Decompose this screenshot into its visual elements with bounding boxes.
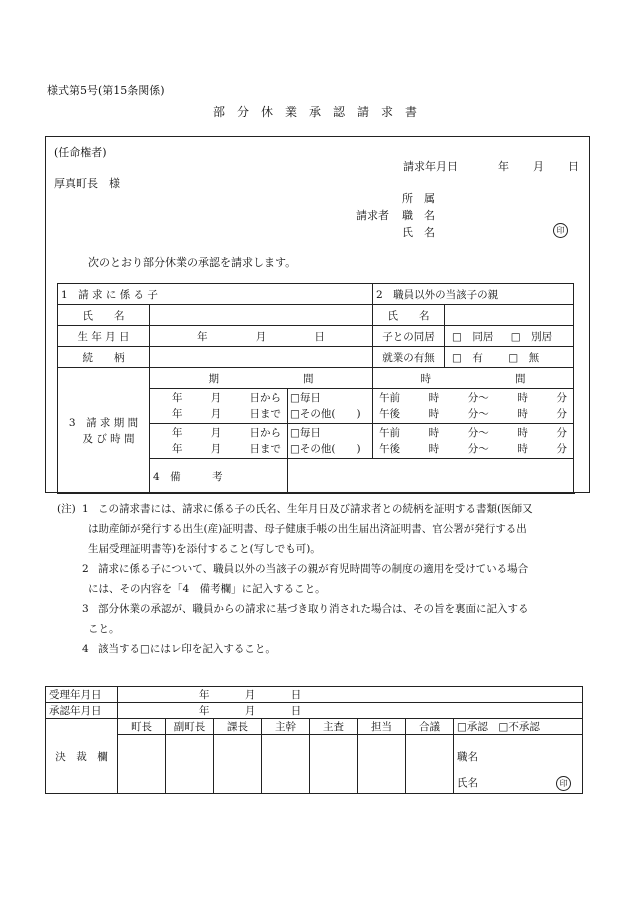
- cohab-options: [445, 326, 574, 347]
- time-header: 時 間: [373, 368, 574, 389]
- birth-label: 生 年 月 日: [58, 326, 150, 347]
- approved-date-label: 承認年月日: [46, 703, 118, 719]
- form-number: 様式第5号(第15条関係): [47, 84, 165, 97]
- note-4-line: 該当する□にはレ印を記入すること。: [98, 643, 276, 655]
- note-4-number: 4: [82, 643, 89, 655]
- request-date-label: 請求年月日: [403, 160, 458, 173]
- parent-name-label: 氏 名: [373, 305, 445, 326]
- authority-label: (任命権者): [54, 146, 107, 159]
- request-date-month: 月: [533, 160, 544, 173]
- notes-label: (注): [57, 503, 76, 515]
- stamp-fukuchocho[interactable]: [166, 735, 214, 794]
- page-title: 部 分 休 業 承 認 請 求 書: [212, 105, 417, 119]
- child-name-label: 氏 名: [58, 305, 150, 326]
- sec3-line1: 3 請 求 期 間: [68, 416, 139, 429]
- stamp-chocho[interactable]: [118, 735, 166, 794]
- birth-year: 年: [197, 330, 208, 343]
- cohab-no-checkbox[interactable]: □ 別居: [510, 330, 553, 343]
- cohab-label: 子との同居: [373, 326, 445, 347]
- other-checkbox-1[interactable]: □その他( ): [290, 408, 361, 420]
- request-date-year: 年: [498, 160, 509, 173]
- period-header: 期 間: [150, 368, 373, 389]
- job-label: 就業の有無: [373, 347, 445, 368]
- request-table: [57, 283, 574, 494]
- stamp-tanto[interactable]: [358, 735, 406, 794]
- daily-checkbox-1[interactable]: □毎日: [290, 392, 321, 404]
- other-checkbox-2[interactable]: □その他( ): [290, 443, 361, 455]
- col-shukan: 主幹: [262, 719, 310, 735]
- period-dates-1: 年 月 日から 年 月 日まで: [150, 389, 288, 424]
- addressee: 厚真町長 様: [54, 177, 120, 190]
- requester-name: 氏 名: [402, 226, 435, 239]
- approver-post: 職名: [457, 751, 478, 763]
- stamp-shukan[interactable]: [262, 735, 310, 794]
- birth-month: 月: [255, 330, 267, 343]
- child-name-value[interactable]: [150, 305, 373, 326]
- note-3-line-2: こと。: [88, 623, 120, 635]
- requester-post: 職 名: [402, 209, 435, 222]
- sec1-label: 1 請 求 に 係 る 子: [58, 284, 373, 305]
- approve-options[interactable]: □承認 □不承認: [454, 719, 583, 735]
- note-1-line-2: は助産師が発行する出生(産)証明書、母子健康手帳の出生届出済証明書、官公署が発行する出: [88, 523, 527, 535]
- approver-name: 氏名: [457, 777, 478, 789]
- time-range-2: 午前 時 分～ 時 分 午後 時 分～ 時 分: [373, 424, 574, 459]
- note-2-number: 2: [82, 563, 89, 575]
- received-date-label: 受理年月日: [46, 687, 118, 703]
- requester-prefix: 請求者: [356, 209, 389, 222]
- remarks-label: 4 備 考: [150, 459, 288, 494]
- remarks-value[interactable]: [288, 459, 574, 494]
- job-options: [445, 347, 574, 368]
- job-yes-checkbox[interactable]: □ 有: [452, 351, 483, 364]
- col-kacho: 課長: [214, 719, 262, 735]
- period-options-2: [288, 424, 373, 459]
- note-2-line-1: 請求に係る子について、職員以外の当該子の親が育児時間等の制度の適用を受けている場合: [98, 563, 529, 575]
- approved-date-value[interactable]: 年 月 日: [118, 703, 583, 719]
- birth-day: 日: [314, 330, 325, 343]
- kessai-label: 決 裁 欄: [46, 719, 118, 794]
- request-date-day: 日: [568, 160, 579, 173]
- received-date-value[interactable]: 年 月 日: [118, 687, 583, 703]
- sec3-label: [58, 368, 150, 494]
- relation-label: 続 柄: [58, 347, 150, 368]
- cohab-yes-checkbox[interactable]: □ 同居: [452, 330, 494, 343]
- birth-value[interactable]: [150, 326, 373, 347]
- stamp-shusa[interactable]: [310, 735, 358, 794]
- note-3-line-1: 部分休業の承認が、職員からの請求に基づき取り消された場合は、その旨を裏面に記入する: [98, 603, 529, 615]
- parent-name-value[interactable]: [445, 305, 574, 326]
- sec3-line2: 及 び 時 間: [82, 432, 135, 445]
- col-aigi: 合議: [406, 719, 454, 735]
- intro-text: 次のとおり部分休業の承認を請求します。: [88, 256, 297, 269]
- col-fukuchocho: 副町長: [166, 719, 214, 735]
- approver-cell: [454, 735, 583, 794]
- period-dates-2: 年 月 日から 年 月 日まで: [150, 424, 288, 459]
- requester-dept: 所 属: [402, 192, 435, 205]
- note-1-number: 1: [82, 503, 89, 515]
- col-chocho: 町長: [118, 719, 166, 735]
- note-2-line-2: には、その内容を「4 備考欄」に記入すること。: [88, 583, 326, 595]
- col-shusa: 主査: [310, 719, 358, 735]
- period-options-1: [288, 389, 373, 424]
- daily-checkbox-2[interactable]: □毎日: [290, 427, 321, 439]
- note-1-line-3: 生届受理証明書等)を添付すること(写しでも可)。: [88, 543, 321, 555]
- office-table: [45, 686, 583, 794]
- job-no-checkbox[interactable]: □ 無: [508, 351, 540, 364]
- col-tanto: 担当: [358, 719, 406, 735]
- requester-seal: [553, 223, 568, 238]
- stamp-aigi[interactable]: [406, 735, 454, 794]
- note-1-line-1: この請求書には、請求に係る子の氏名、生年月日及び請求者との続柄を証明する書類(医師又: [98, 503, 533, 515]
- seal-icon: 印: [556, 776, 571, 791]
- stamp-kacho[interactable]: [214, 735, 262, 794]
- time-range-1: 午前 時 分～ 時 分 午後 時 分～ 時 分: [373, 389, 574, 424]
- seal-icon: 印: [553, 223, 568, 238]
- sec2-label: 2 職員以外の当該子の親: [373, 284, 574, 305]
- note-3-number: 3: [82, 603, 89, 615]
- relation-value[interactable]: [150, 347, 373, 368]
